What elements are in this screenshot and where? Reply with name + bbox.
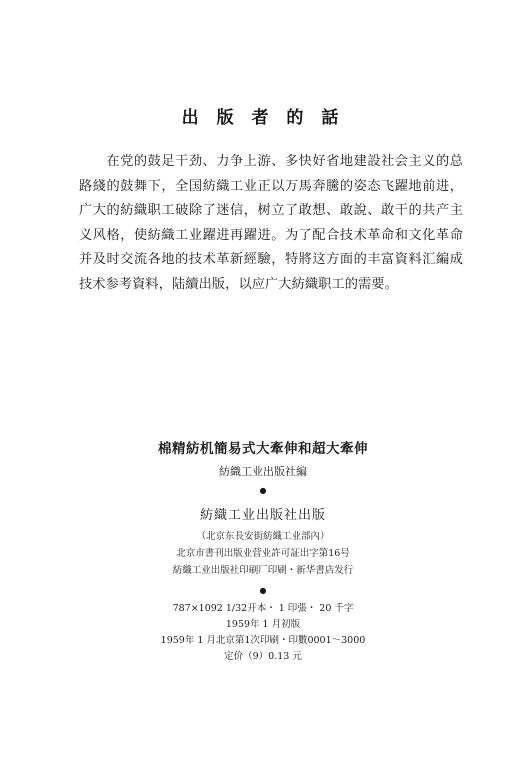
publisher-line: 紡織工业出版社出版 (199, 508, 326, 523)
editor-line: 紡織工业出版社編 (219, 465, 307, 478)
separator-dot-2: ● (259, 586, 267, 595)
price-line: 定价（9）0.13 元 (224, 651, 302, 662)
separator-dot: ● (259, 486, 267, 495)
edition-line: 1959年 1 月初版 (225, 619, 301, 630)
colophon (0, 437, 526, 665)
preface-paragraph (79, 150, 463, 297)
publisher-address: （北京东長安街紡織工业部內） (196, 531, 330, 542)
printing-line: 1959年 1 月北京第1次印刷・印數0001～3000 (160, 635, 366, 646)
license-line: 北京市書刊出版业营业許可証出字第16号 (176, 548, 350, 559)
preface-text: 在党的鼓足干劲、力争上游、多快好省地建設社会主义的总路綫的鼓舞下，全国紡織工业正以万馬奔騰的姿态飞躍地前进，广大的紡織职工破除了迷信，树立了敢想、敢說、敢干的共产主义风格，使紡織工业躍进再躍进。为了配合技术革命和文化革命并及时交流各地的技术革新經驗，特將这方面的丰富資料汇編成技术参考資料，陆續出版，以应广大紡織职工的需要。 (79, 154, 463, 292)
format-specs: 787×1092 1/32开本・ 1 印張・ 20 千字 (172, 603, 354, 614)
page-heading: 出 版 者 的 話 (181, 108, 345, 128)
book-title: 棉精紡机簡易式大牽伸和超大牽伸 (158, 441, 368, 457)
printer-line: 紡織工业出版社印刷厂印刷・新华書店发行 (172, 565, 354, 576)
